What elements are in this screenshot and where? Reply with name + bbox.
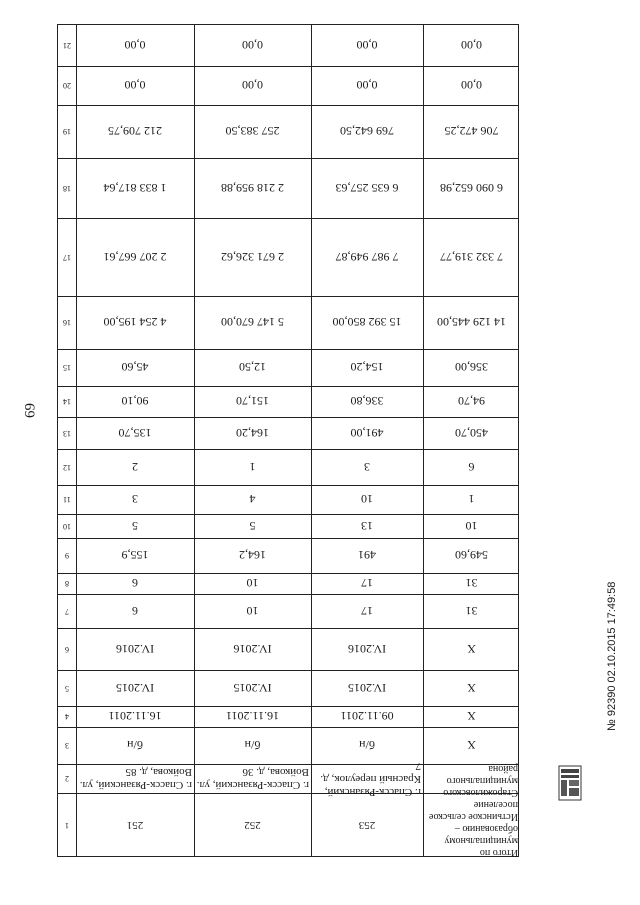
- row-251-col-20: 0,00: [124, 78, 146, 93]
- total-row-col-16: 14 129 445,00: [437, 315, 506, 330]
- row-252-col-12: 1: [249, 460, 256, 474]
- column-number-14: 14: [63, 397, 71, 407]
- row-252-col-15: 12,50: [239, 360, 266, 375]
- row-252-col-14: 151,70: [236, 394, 269, 409]
- total-row-col-3: X: [467, 738, 476, 753]
- row-252-col-20: 0,00: [242, 78, 263, 93]
- column-number-20: 20: [63, 81, 71, 91]
- row-252-col-21: 0,00: [242, 38, 263, 53]
- total-row-col-17: 7 332 319,77: [440, 250, 503, 264]
- row-252-col-18: 2 218 959,88: [221, 181, 284, 195]
- row-252-col-3: б/н: [244, 738, 261, 753]
- data-table: [57, 24, 519, 857]
- row-252-col-1: 252: [244, 819, 261, 832]
- row-253-col-12: 3: [364, 460, 370, 474]
- row-251-col-18: 1 833 817,64: [103, 181, 167, 195]
- total-row-col-12: 6: [468, 460, 475, 474]
- page-number: 69: [22, 403, 39, 418]
- column-number-3: 3: [65, 741, 69, 751]
- column-number-7: 7: [65, 607, 69, 616]
- row-252-col-16: 5 147 670,00: [221, 315, 284, 330]
- column-number-6: 6: [65, 645, 69, 654]
- column-number-16: 16: [63, 318, 71, 328]
- row-253-col-19: 769 642,50: [340, 124, 394, 139]
- total-row-col-6: X: [467, 642, 476, 656]
- row-252-col-10: 5: [249, 519, 256, 533]
- column-number-17: 17: [63, 253, 71, 262]
- column-number-4: 4: [65, 712, 69, 722]
- total-row-col-4: X: [467, 709, 476, 724]
- row-251-col-16: 4 254 195,00: [103, 315, 167, 330]
- row-253-col-9: 491: [358, 548, 376, 563]
- row-251-col-11: 3: [132, 492, 138, 507]
- row-252-col-8: 10: [246, 576, 259, 591]
- column-number-2: 2: [65, 774, 69, 784]
- row-252-col-13: 164,20: [236, 426, 269, 440]
- row-252-col-4: 16.11.2011: [225, 709, 280, 724]
- row-253-col-2: г. Спасск-Рязанский, Красный переулок, д. 7: [320, 760, 421, 798]
- row-251-col-17: 2 207 667,61: [103, 250, 167, 264]
- row-251-col-3: б/н: [127, 738, 143, 753]
- column-number-12: 12: [63, 463, 71, 472]
- row-253-col-3: б/н: [359, 738, 375, 753]
- total-row-col-14: 94,70: [458, 394, 485, 409]
- column-number-5: 5: [65, 684, 69, 693]
- row-251-col-12: 2: [132, 460, 138, 474]
- column-number-21: 21: [63, 41, 71, 51]
- column-number-11: 11: [63, 495, 71, 505]
- row-251-col-4: 16.11.2011: [108, 709, 162, 724]
- row-252-col-2: г. Спасск-Рязанский, ул. Войкова, д. 36: [196, 766, 309, 792]
- column-number-13: 13: [63, 429, 71, 438]
- total-row-col-21: 0,00: [461, 38, 482, 53]
- row-252-col-7: 10: [246, 604, 259, 618]
- column-number-8: 8: [65, 579, 69, 589]
- row-252-col-17: 2 671 326,62: [221, 250, 284, 264]
- emblem-stamp: [558, 765, 582, 801]
- row-253-col-10: 13: [361, 519, 373, 533]
- row-251-col-15: 45,60: [121, 360, 149, 375]
- row-251-col-6: IV.2016: [115, 642, 155, 656]
- row-251-col-21: 0,00: [124, 38, 146, 53]
- column-number-10: 10: [63, 522, 71, 531]
- row-252-col-9: 164,2: [239, 548, 266, 563]
- total-row-col-1: Итого по муниципальному образованию – Истьинское сельское поселение Старожиловского муниципального района: [428, 763, 518, 858]
- row-251-col-8: 6: [132, 576, 138, 591]
- row-253-col-4: 09.11.2011: [340, 709, 394, 724]
- total-row-col-9: 549,60: [455, 548, 488, 563]
- row-253-col-13: 491,00: [350, 426, 384, 440]
- row-252-col-19: 257 383,50: [225, 124, 280, 139]
- row-252-col-11: 4: [249, 492, 256, 507]
- total-row-col-18: 6 090 652,98: [440, 181, 503, 195]
- row-253-col-8: 17: [361, 576, 373, 591]
- total-row-col-19: 706 472,25: [444, 124, 499, 139]
- row-253-col-18: 6 635 257,63: [335, 181, 399, 195]
- total-row-col-13: 450,70: [455, 426, 488, 440]
- total-row-col-11: 1: [468, 492, 475, 507]
- row-251-col-2: г. Спасск-Рязанский, ул. Войкова, д. 85: [79, 766, 192, 792]
- row-253-col-17: 7 987 949,87: [335, 250, 399, 264]
- column-number-1: 1: [65, 821, 69, 831]
- column-number-18: 18: [63, 184, 71, 193]
- total-row-col-5: X: [467, 681, 476, 695]
- total-row-col-8: 31: [465, 576, 478, 591]
- row-251-col-7: 6: [132, 604, 138, 618]
- total-row-col-7: 31: [465, 604, 478, 618]
- row-253-col-20: 0,00: [356, 78, 378, 93]
- row-253-col-14: 336,80: [350, 394, 384, 409]
- row-251-col-5: IV.2015: [115, 681, 155, 695]
- total-row-col-20: 0,00: [461, 78, 482, 93]
- row-251-col-13: 135,70: [118, 426, 152, 440]
- row-251-col-14: 90,10: [121, 394, 149, 409]
- row-253-col-6: IV.2016: [347, 642, 387, 656]
- column-number-19: 19: [63, 127, 71, 137]
- document-stamp-note: № 92390 02.10.2015 17:49:58: [606, 581, 618, 731]
- row-251-col-19: 212 709,75: [108, 124, 162, 139]
- row-253-col-7: 17: [361, 604, 373, 618]
- total-row-col-10: 10: [465, 519, 478, 533]
- row-252-col-6: IV.2016: [233, 642, 272, 656]
- row-251-col-1: 251: [126, 819, 144, 832]
- row-253-col-16: 15 392 850,00: [332, 315, 402, 330]
- row-253-col-5: IV.2015: [347, 681, 387, 695]
- row-253-col-1: 253: [358, 819, 376, 832]
- row-251-col-9: 155,9: [121, 548, 149, 563]
- row-251-col-10: 5: [132, 519, 138, 533]
- row-253-col-21: 0,00: [356, 38, 378, 53]
- total-row-col-15: 356,00: [455, 360, 488, 375]
- row-252-col-5: IV.2015: [233, 681, 272, 695]
- row-253-col-15: 154,20: [350, 360, 384, 375]
- column-number-9: 9: [65, 551, 69, 561]
- column-number-15: 15: [63, 363, 71, 373]
- row-253-col-11: 10: [361, 492, 373, 507]
